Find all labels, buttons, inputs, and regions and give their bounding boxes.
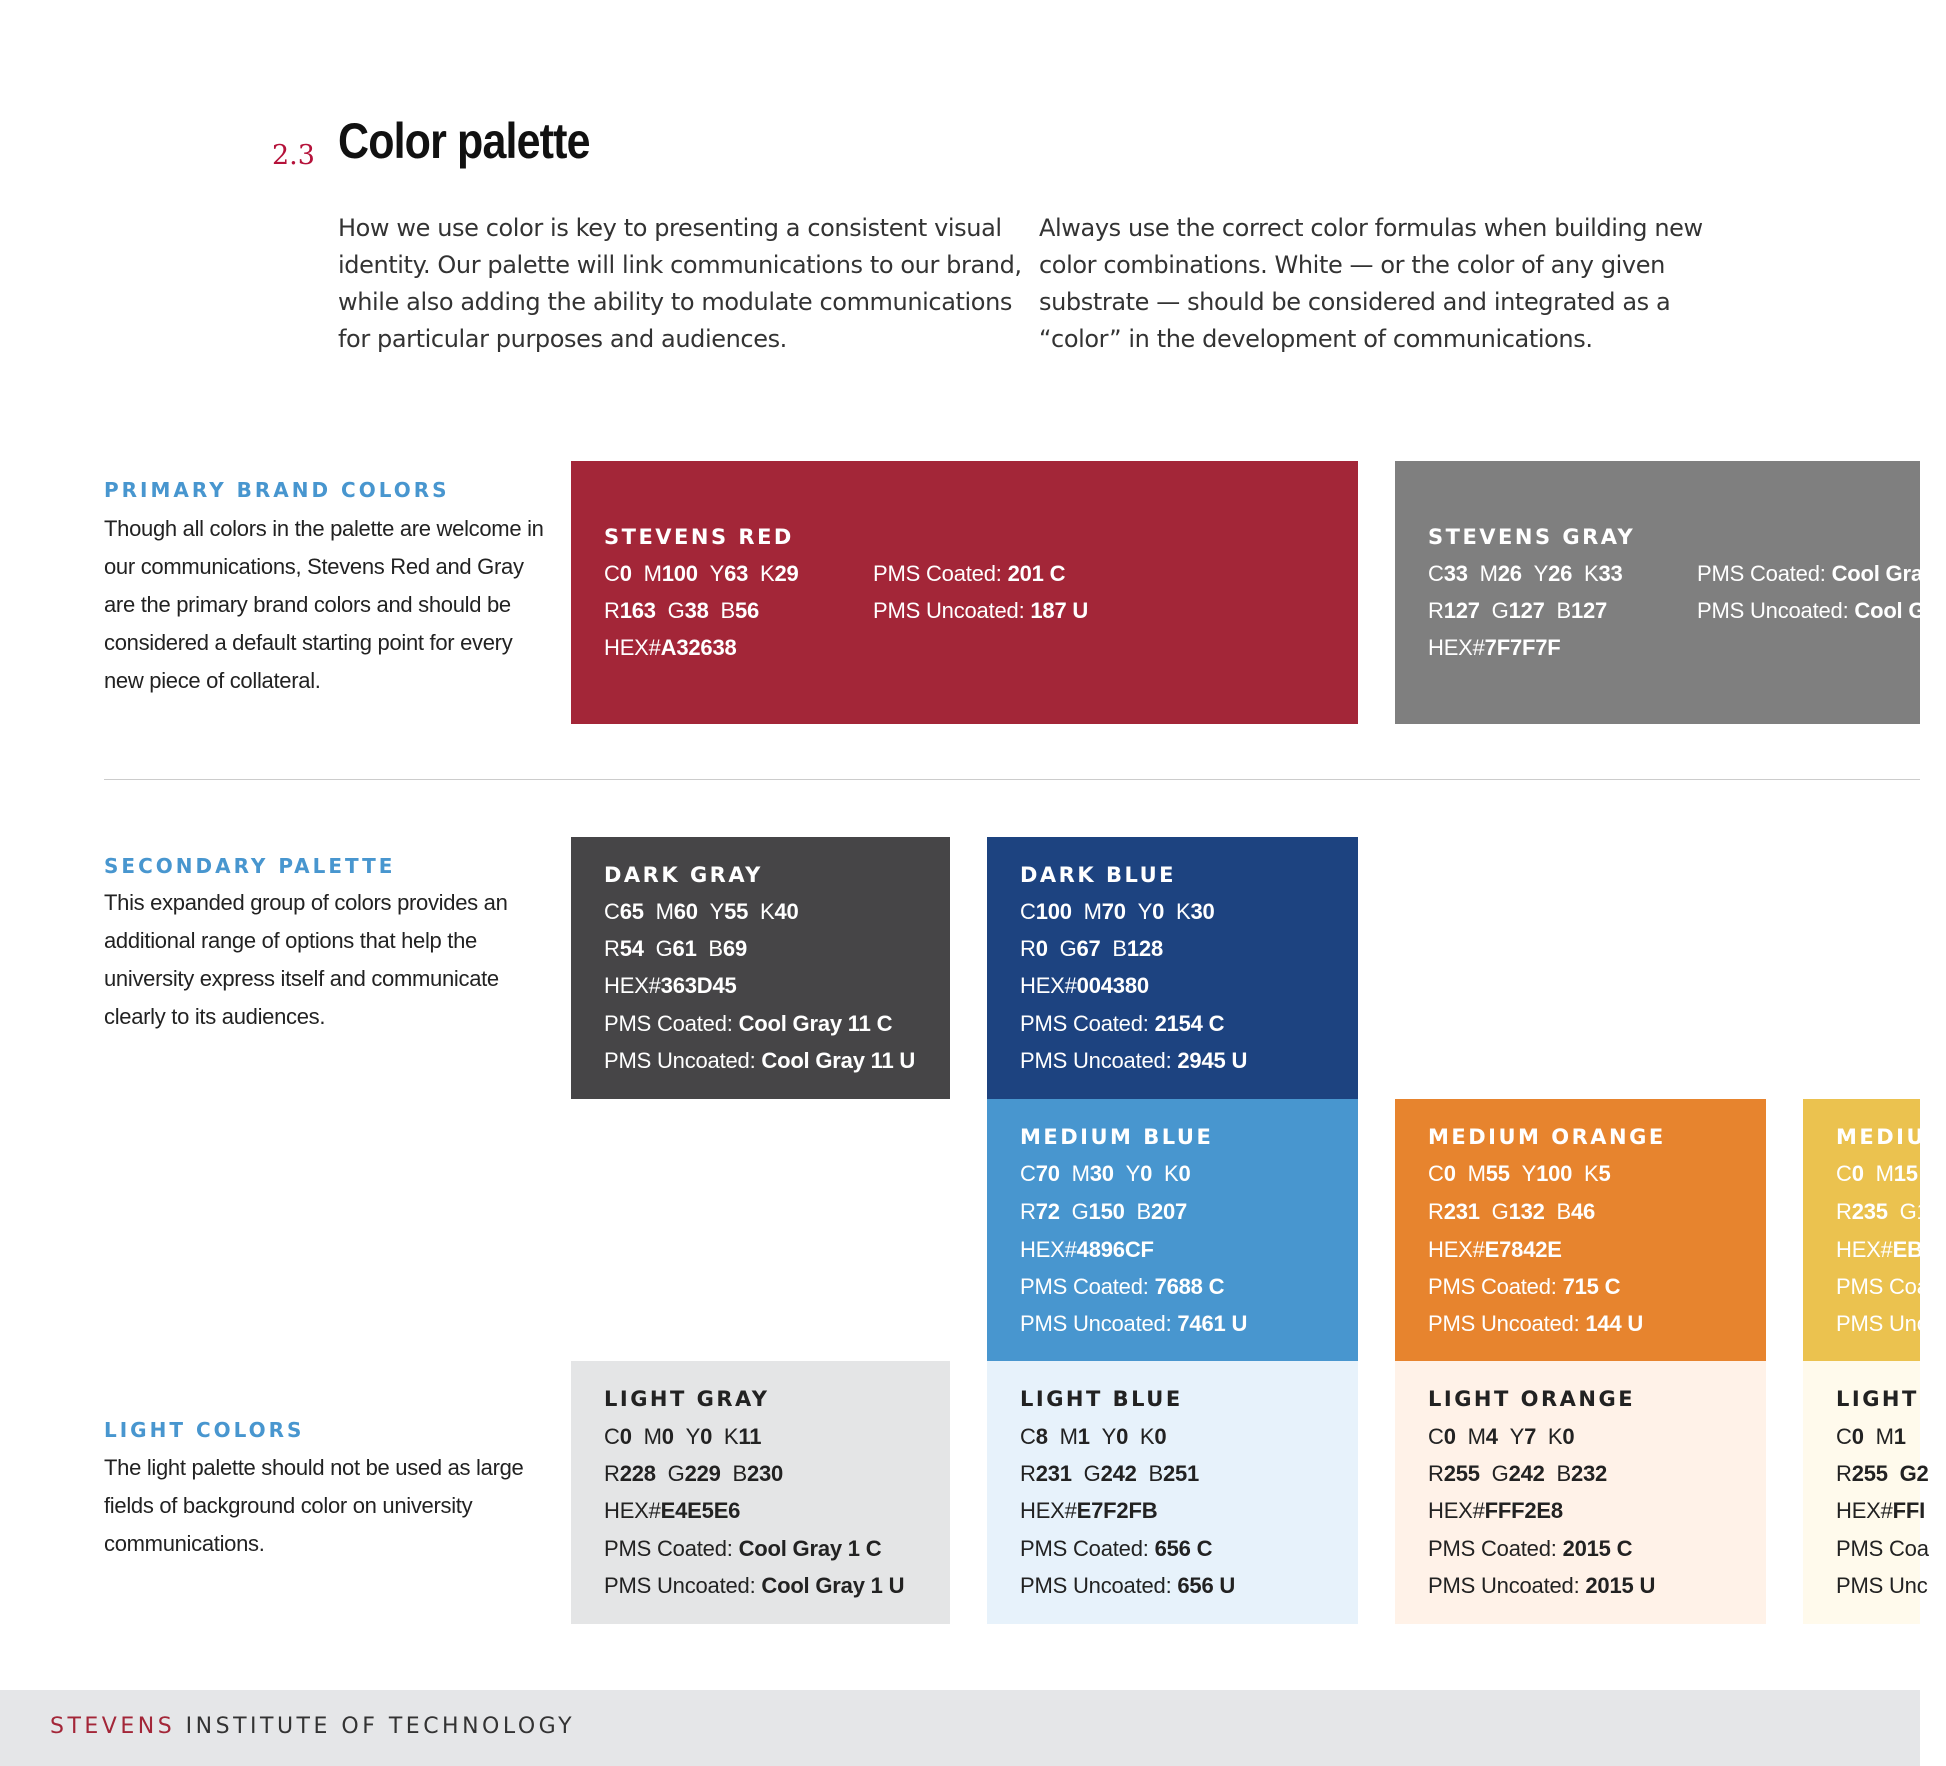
cmyk-line: C70 M30 Y0 K0 — [1020, 1161, 1191, 1186]
intro-paragraph-1: How we use color is key to presenting a consistent visual identity. Our palette will link communications to our brand, while also adding the ability to modulate communications for particular purposes and audiences. — [338, 214, 1022, 353]
swatch-name: LIGHT BLUE — [1020, 1387, 1183, 1411]
light-section-text: The light palette should not be used as large fields of background color on university communications. — [104, 1455, 524, 1556]
cmyk-line: C0 M4 Y7 K0 — [1428, 1424, 1575, 1449]
pms-coated-line: PMS Coated: 656 C — [1020, 1536, 1213, 1561]
hex-line: HEX#FFF2E8 — [1428, 1498, 1563, 1523]
swatch-name: MEDIUM BLUE — [1020, 1125, 1214, 1149]
pms-uncoated-line: PMS Uncoated: 656 U — [1020, 1573, 1236, 1598]
secondary-section-text: This expanded group of colors provides an additional range of options that help the university express itself and communicate clearly to its audiences. — [104, 890, 508, 1029]
swatch-name: LIGHT ORANGE — [1428, 1387, 1636, 1411]
swatch-dark-gray — [571, 837, 950, 1099]
footer-institute: INSTITUTE OF TECHNOLOGY — [175, 1714, 576, 1739]
swatch-name: DARK GRAY — [604, 863, 763, 887]
cmyk-line: C0 M0 Y0 K11 — [604, 1424, 762, 1449]
primary-section-text: Though all colors in the palette are welcome in our communications, Stevens Red and Gray are the primary brand colors and should be considered a default starting point for every new piece of collateral. — [104, 516, 544, 693]
section-number: 2.3 — [272, 140, 315, 171]
swatch-medium-yellow — [1803, 1099, 1929, 1361]
pms-uncoated-line: PMS Uncoated: Cool Gray 1 U — [604, 1573, 905, 1598]
hex-line: HEX#FFI — [1836, 1498, 1926, 1523]
rgb-line: R72 G150 B207 — [1020, 1199, 1188, 1224]
swatch-dark-blue — [987, 837, 1358, 1099]
pms-uncoated-line: PMS Uncoated: 2945 U — [1020, 1048, 1248, 1073]
hex-line: HEX#004380 — [1020, 973, 1149, 998]
pms-coated-line: PMS Coated: Cool Gray 11 C — [604, 1011, 893, 1036]
cmyk-line: C0 M15 — [1836, 1161, 1918, 1186]
pms-uncoated-line: PMS Uncoated: Cool Gray 11 U — [604, 1048, 916, 1073]
swatch-name: DARK BLUE — [1020, 863, 1176, 887]
hex-line: HEX#E4E5E6 — [604, 1498, 741, 1523]
hex-line: HEX#7F7F7F — [1428, 635, 1561, 660]
hex-line: HEX#E7F2FB — [1020, 1498, 1158, 1523]
swatch-medium-blue — [987, 1099, 1358, 1361]
swatch-light-blue — [987, 1361, 1358, 1624]
cmyk-line: C65 M60 Y55 K40 — [604, 899, 799, 924]
swatch-name: STEVENS RED — [604, 525, 794, 549]
secondary-section-title: SECONDARY PALETTE — [104, 854, 396, 878]
pms-uncoated-line: PMS Unc — [1836, 1573, 1928, 1598]
hex-line: HEX#4896CF — [1020, 1237, 1154, 1262]
pms-coated-line: PMS Coa — [1836, 1536, 1929, 1561]
primary-section-title: PRIMARY BRAND COLORS — [104, 478, 450, 502]
rgb-line: R127 G127 B127 — [1428, 598, 1608, 623]
page-footer — [0, 1690, 1920, 1766]
rgb-line: R235 G1 — [1836, 1199, 1929, 1224]
rgb-line: R255 G242 B232 — [1428, 1461, 1608, 1486]
swatch-light-gray — [571, 1361, 950, 1624]
swatch-light-yellow — [1803, 1361, 1929, 1624]
pms-coated-line: PMS Coated: Cool Gray 1 C — [604, 1536, 882, 1561]
swatch-name: STEVENS GRAY — [1428, 525, 1636, 549]
rgb-line: R54 G61 B69 — [604, 936, 747, 961]
swatch-name: LIGHT GRAY — [604, 1387, 770, 1411]
pms-uncoated-line: PMS Uncoated: 2015 U — [1428, 1573, 1656, 1598]
rgb-line: R231 G132 B46 — [1428, 1199, 1596, 1224]
pms-coated-line: PMS Coated: 7688 C — [1020, 1274, 1225, 1299]
cmyk-line: C8 M1 Y0 K0 — [1020, 1424, 1167, 1449]
light-section-title: LIGHT COLORS — [104, 1418, 305, 1442]
pms-coated-line: PMS Coated: 715 C — [1428, 1274, 1621, 1299]
pms-coated-line: PMS Coated: 2015 C — [1428, 1536, 1633, 1561]
pms-uncoated-line: PMS Uncoated: 144 U — [1428, 1311, 1644, 1336]
footer-brand: STEVENS — [50, 1714, 176, 1739]
swatch-name: LIGHT — [1836, 1387, 1919, 1411]
pms-uncoated-line: PMS Uncoated: 187 U — [873, 598, 1089, 623]
hex-line: HEX#A32638 — [604, 635, 737, 660]
swatch-stevens-red — [571, 461, 1358, 724]
cmyk-line: C100 M70 Y0 K30 — [1020, 899, 1215, 924]
cmyk-line: C33 M26 Y26 K33 — [1428, 561, 1623, 586]
hex-line: HEX#363D45 — [604, 973, 737, 998]
swatch-light-orange — [1395, 1361, 1766, 1624]
section-divider — [104, 779, 1920, 780]
pms-coated-line: PMS Coated: 2154 C — [1020, 1011, 1225, 1036]
rgb-line: R228 G229 B230 — [604, 1461, 784, 1486]
rgb-line: R231 G242 B251 — [1020, 1461, 1200, 1486]
swatch-medium-orange — [1395, 1099, 1766, 1361]
swatch-stevens-gray — [1395, 461, 1946, 724]
rgb-line: R0 G67 B128 — [1020, 936, 1163, 961]
hex-line: HEX#EB — [1836, 1237, 1923, 1262]
swatch-name: MEDIU — [1836, 1125, 1927, 1149]
pms-uncoated-line: PMS Unc — [1836, 1311, 1928, 1336]
page-title: Color palette — [338, 113, 590, 169]
pms-uncoated-line: PMS Uncoated: Cool Gra — [1697, 598, 1946, 623]
swatch-name: MEDIUM ORANGE — [1428, 1125, 1666, 1149]
footer-wordmark — [50, 1714, 575, 1739]
pms-uncoated-line: PMS Uncoated: 7461 U — [1020, 1311, 1248, 1336]
pms-coated-line: PMS Coated: Cool Gray — [1697, 561, 1935, 586]
cmyk-line: C0 M100 Y63 K29 — [604, 561, 799, 586]
rgb-line: R163 G38 B56 — [604, 598, 760, 623]
intro-paragraph-2: Always use the correct color formulas when building new color combinations. White — or the color of any given substrate — should be considered and integrated as a “color” in the development of communications. — [1039, 214, 1703, 353]
cmyk-line: C0 M1 — [1836, 1424, 1906, 1449]
rgb-line: R255 G2 — [1836, 1461, 1929, 1486]
pms-coated-line: PMS Coated: 201 C — [873, 561, 1066, 586]
cmyk-line: C0 M55 Y100 K5 — [1428, 1161, 1611, 1186]
pms-coated-line: PMS Coa — [1836, 1274, 1929, 1299]
hex-line: HEX#E7842E — [1428, 1237, 1562, 1262]
